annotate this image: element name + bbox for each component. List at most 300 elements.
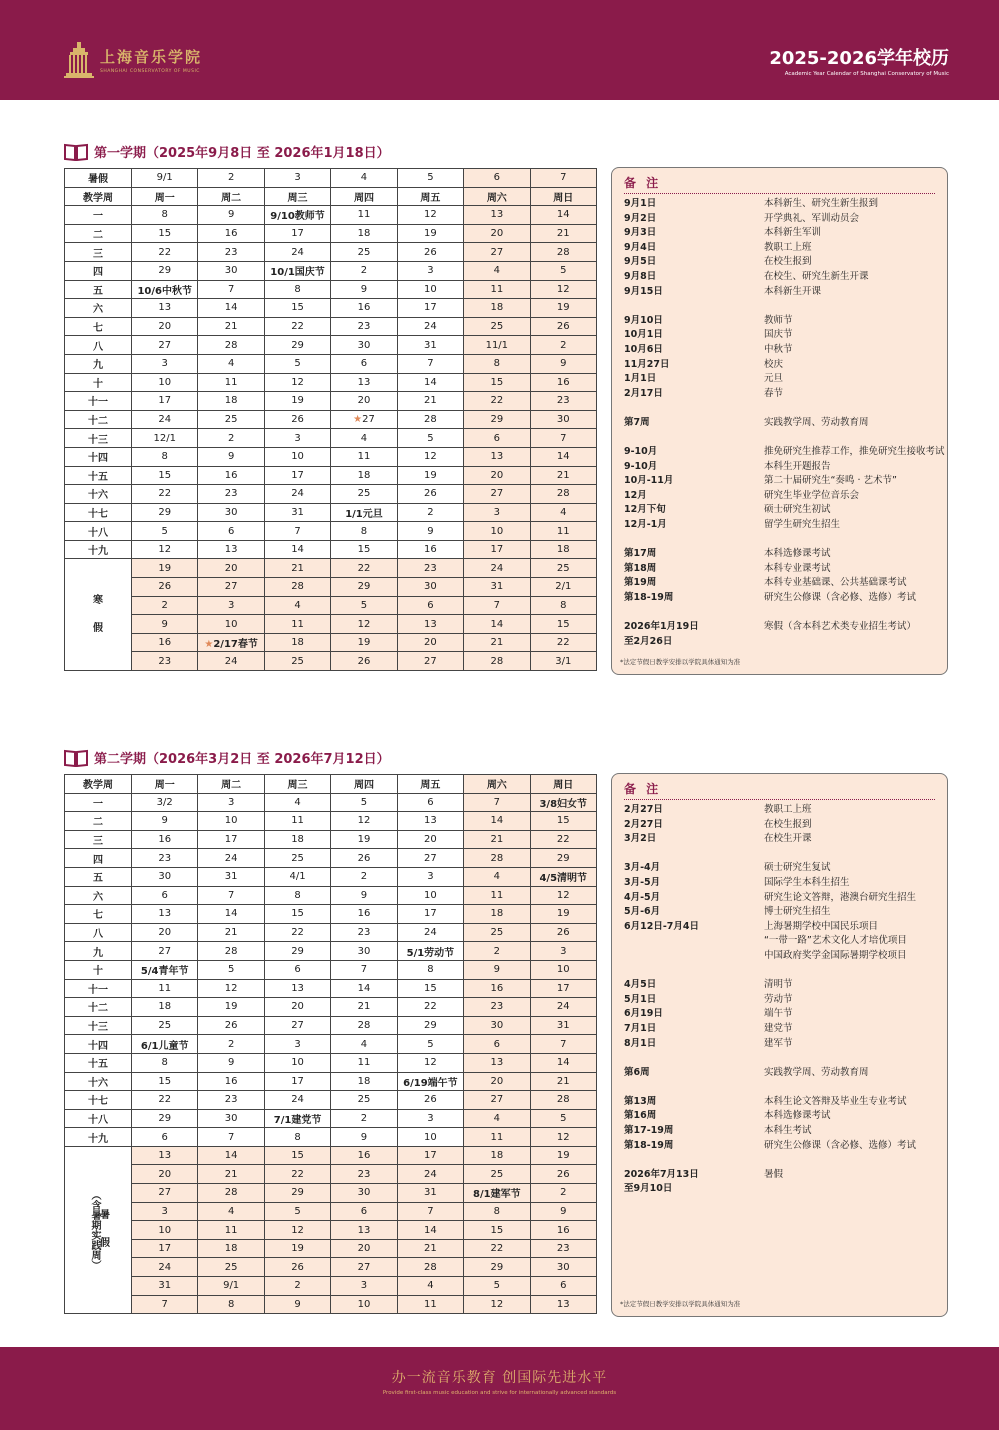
day-cell: 26	[397, 485, 463, 504]
note-text: 本科专业基础课、公共基础课考试	[764, 577, 907, 589]
day-cell: 11	[331, 447, 397, 466]
day-cell: 10	[198, 615, 264, 634]
week-number: 一	[65, 206, 132, 225]
day-cell: 2	[397, 503, 463, 522]
week-row	[65, 1128, 597, 1147]
note-row	[624, 1022, 935, 1037]
logo-emblem-icon	[64, 40, 94, 80]
day-cell: 9	[397, 522, 463, 541]
day-cell: 2/1	[530, 578, 596, 597]
vacation-row	[65, 1258, 597, 1277]
day-cell: 21	[397, 392, 463, 411]
week-row	[65, 410, 597, 429]
day-cell: 8	[264, 886, 330, 905]
day-cell: 12	[331, 812, 397, 831]
day-cell: 19	[397, 466, 463, 485]
day-cell: 29	[264, 1184, 330, 1203]
summer-row	[65, 169, 597, 188]
day-cell: 19	[397, 224, 463, 243]
column-header: 周六	[464, 775, 530, 794]
note-date: 9月10日	[624, 314, 663, 326]
note-text: 国际学生本科生招生	[764, 876, 850, 888]
week-number: 七	[65, 317, 132, 336]
week-number: 十六	[65, 485, 132, 504]
vacation-note: （含暑期实践周）	[89, 1190, 100, 1271]
day-cell: 13	[132, 299, 198, 318]
note-row	[624, 401, 935, 416]
day-cell: 13	[331, 1221, 397, 1240]
vacation-row	[65, 1184, 597, 1203]
day-cell: 19	[530, 1146, 596, 1165]
day-cell: 3	[132, 354, 198, 373]
day-cell: 5	[264, 354, 330, 373]
day-cell: 4	[464, 867, 530, 886]
day-cell: 3	[264, 169, 330, 188]
day-cell: 10	[397, 280, 463, 299]
week-row	[65, 886, 597, 905]
note-row	[624, 905, 935, 920]
day-cell: 2	[530, 336, 596, 355]
day-cell: 6/19端午节	[397, 1072, 463, 1091]
day-cell: 8	[198, 1295, 264, 1314]
day-cell: 25	[132, 1016, 198, 1035]
day-cell: 9/1	[198, 1277, 264, 1296]
note-row	[624, 372, 935, 387]
day-cell: 30	[198, 261, 264, 280]
day-cell: 10/1国庆节	[264, 261, 330, 280]
week-row	[65, 1091, 597, 1110]
day-cell: 17	[464, 540, 530, 559]
day-cell: 15	[264, 1146, 330, 1165]
day-cell: 10	[198, 812, 264, 831]
day-cell: 19	[264, 1239, 330, 1258]
page-subtitle: Academic Year Calendar of Shanghai Conservatory of Music	[784, 71, 949, 77]
day-cell: 6	[464, 1035, 530, 1054]
day-cell: 4	[198, 1202, 264, 1221]
day-cell: 27	[132, 1184, 198, 1203]
day-cell: 5	[397, 429, 463, 448]
note-date: 4月5日	[624, 979, 657, 991]
day-cell: 24	[264, 485, 330, 504]
notes-footnote: *法定节假日教学安排以学院具体通知为准	[620, 658, 741, 666]
day-cell: 5	[198, 960, 264, 979]
day-cell: 12	[331, 615, 397, 634]
day-cell: 29	[464, 1258, 530, 1277]
note-row	[624, 547, 935, 562]
note-row	[624, 489, 935, 504]
day-cell: 15	[264, 299, 330, 318]
day-cell: 27	[264, 1016, 330, 1035]
day-cell: 28	[331, 1016, 397, 1035]
week-number: 十九	[65, 1128, 132, 1147]
day-cell: 21	[464, 830, 530, 849]
note-date: 12月下旬	[624, 504, 666, 516]
day-cell: 3	[198, 596, 264, 615]
note-text: 中国政府奖学金国际暑期学校项目	[764, 949, 907, 961]
day-cell: 10	[397, 886, 463, 905]
column-header: 教学周	[65, 775, 132, 794]
note-text: 本科选修课考试	[764, 548, 831, 560]
day-cell: 4	[331, 1035, 397, 1054]
week-row	[65, 261, 597, 280]
day-cell: 16	[331, 905, 397, 924]
week-number: 四	[65, 261, 132, 280]
note-date: 第19周	[624, 577, 657, 589]
vacation-row	[65, 1239, 597, 1258]
note-row	[624, 255, 935, 270]
week-number: 八	[65, 923, 132, 942]
week-number: 十四	[65, 1035, 132, 1054]
day-cell: 9/1	[132, 169, 198, 188]
day-cell: 8	[132, 206, 198, 225]
day-cell: 22	[530, 633, 596, 652]
note-date: 2026年1月19日	[624, 621, 699, 633]
day-cell: 24	[397, 923, 463, 942]
day-cell: 9	[132, 812, 198, 831]
day-cell: 26	[198, 1016, 264, 1035]
day-cell: 7	[264, 522, 330, 541]
day-cell: 21	[530, 466, 596, 485]
note-row	[624, 241, 935, 256]
day-cell: 5	[464, 1277, 530, 1296]
day-cell: 12/1	[132, 429, 198, 448]
week-row	[65, 1053, 597, 1072]
note-row	[624, 876, 935, 891]
day-cell: 27	[464, 1091, 530, 1110]
day-cell: 6	[464, 169, 530, 188]
day-cell: 2	[331, 867, 397, 886]
note-text: 清明节	[764, 979, 793, 991]
day-cell: 28	[198, 336, 264, 355]
note-row	[624, 978, 935, 993]
day-cell: 13	[198, 540, 264, 559]
note-row	[624, 964, 935, 979]
day-cell: 27	[132, 942, 198, 961]
day-cell: 31	[198, 867, 264, 886]
note-text: “一带一路”艺术文化人才培优项目	[764, 935, 907, 947]
vacation-row	[65, 578, 597, 597]
note-date: 第18-19周	[624, 1139, 674, 1151]
day-cell: 12	[397, 447, 463, 466]
day-cell: 30	[331, 336, 397, 355]
day-cell: 4	[530, 503, 596, 522]
day-cell: 17	[530, 979, 596, 998]
note-row	[624, 847, 935, 862]
note-date: 第18-19周	[624, 592, 674, 604]
note-date: 9-10月	[624, 460, 658, 472]
day-cell: 31	[530, 1016, 596, 1035]
term2-calendar	[64, 774, 597, 1314]
day-cell: 6/1儿童节	[132, 1035, 198, 1054]
note-row	[624, 197, 935, 212]
header-row	[65, 775, 597, 794]
day-cell: 16	[198, 466, 264, 485]
day-cell: 2	[464, 942, 530, 961]
day-cell: 16	[132, 830, 198, 849]
week-number: 七	[65, 905, 132, 924]
note-text: 本科专业课考试	[764, 562, 831, 574]
note-row	[624, 993, 935, 1008]
vacation-row	[65, 633, 597, 652]
column-header: 周六	[464, 187, 530, 206]
term1-notes	[611, 167, 948, 675]
day-cell: 14	[331, 979, 397, 998]
day-cell: 10	[132, 1221, 198, 1240]
column-header: 周二	[198, 775, 264, 794]
day-cell: 25	[464, 923, 530, 942]
week-row	[65, 280, 597, 299]
day-cell: 12	[198, 979, 264, 998]
note-row	[624, 635, 935, 650]
day-cell: 16	[530, 373, 596, 392]
note-date: 5月1日	[624, 993, 657, 1005]
vacation-name: 暑 假	[100, 1210, 110, 1250]
note-text: 在校生开课	[764, 833, 812, 845]
note-date: 至2月26日	[624, 635, 673, 647]
day-cell: 3	[264, 429, 330, 448]
day-cell: 21	[264, 559, 330, 578]
day-cell: 7	[530, 1035, 596, 1054]
note-text: 教职工上班	[764, 241, 812, 253]
note-date: 2月27日	[624, 818, 663, 830]
note-text: 研究生毕业学位音乐会	[764, 489, 860, 501]
column-header: 周日	[530, 187, 596, 206]
footer-slogan: 办一流音乐教育 创国际先进水平	[391, 1370, 608, 1386]
day-cell: 21	[397, 1239, 463, 1258]
day-cell: 20	[464, 466, 530, 485]
day-cell: 24	[264, 1091, 330, 1110]
day-cell: 28	[464, 849, 530, 868]
note-date: 2月17日	[624, 387, 663, 399]
note-row	[624, 1124, 935, 1139]
day-cell: 3	[464, 503, 530, 522]
note-date: 第17-19周	[624, 1125, 674, 1137]
day-cell: 30	[530, 1258, 596, 1277]
week-number: 十五	[65, 466, 132, 485]
day-cell: 18	[464, 905, 530, 924]
day-cell: 15	[530, 812, 596, 831]
note-date: 第7周	[624, 416, 650, 428]
vacation-label	[65, 1146, 132, 1313]
note-row	[624, 1095, 935, 1110]
week-row	[65, 503, 597, 522]
note-row	[624, 518, 935, 533]
day-cell: ★27	[331, 410, 397, 429]
term2-notes	[611, 773, 948, 1317]
note-text: 研究生公修课（含必修、选修）考试	[764, 1139, 917, 1151]
day-cell: 31	[264, 503, 330, 522]
column-header: 周三	[264, 775, 330, 794]
day-cell: 6	[331, 1202, 397, 1221]
note-row	[624, 1168, 935, 1183]
day-cell: 13	[464, 1053, 530, 1072]
week-row	[65, 1035, 597, 1054]
day-cell: 6	[331, 354, 397, 373]
day-cell: 5	[397, 1035, 463, 1054]
day-cell: 5	[331, 793, 397, 812]
day-cell: 25	[530, 559, 596, 578]
note-date: 10月6日	[624, 343, 663, 355]
day-cell: 14	[397, 373, 463, 392]
row-label: 暑假	[65, 169, 132, 188]
note-row	[624, 358, 935, 373]
day-cell: 7	[198, 886, 264, 905]
day-cell: 4	[464, 261, 530, 280]
day-cell: 30	[397, 578, 463, 597]
note-text: 研究生公修课（含必修、选修）考试	[764, 592, 917, 604]
day-cell: 2	[331, 261, 397, 280]
week-row	[65, 354, 597, 373]
day-cell: 10	[397, 1128, 463, 1147]
note-date: 2026年7月13日	[624, 1168, 699, 1180]
day-cell: 4	[264, 596, 330, 615]
day-cell: 30	[331, 1184, 397, 1203]
note-text: 推免研究生推荐工作，推免研究生接收考试	[764, 446, 945, 458]
day-cell: 8	[464, 1202, 530, 1221]
day-cell: 21	[198, 317, 264, 336]
day-cell: 5	[331, 596, 397, 615]
day-cell: 27	[397, 849, 463, 868]
week-row	[65, 905, 597, 924]
day-cell: 26	[397, 1091, 463, 1110]
day-cell: 30	[198, 503, 264, 522]
week-number: 十二	[65, 410, 132, 429]
day-cell: 30	[464, 1016, 530, 1035]
day-cell: 15	[397, 979, 463, 998]
note-date: 10月-11月	[624, 475, 674, 487]
day-cell: 10	[132, 373, 198, 392]
week-number: 十一	[65, 979, 132, 998]
day-cell: 11	[198, 1221, 264, 1240]
day-cell: 29	[132, 503, 198, 522]
vacation-label	[65, 559, 132, 671]
note-row	[624, 803, 935, 818]
note-date: 第16周	[624, 1110, 657, 1122]
note-text: 本科新生、研究生新生报到	[764, 198, 879, 209]
week-row	[65, 1072, 597, 1091]
week-number: 十七	[65, 503, 132, 522]
day-cell: 9	[198, 1053, 264, 1072]
note-text: 建军节	[764, 1037, 793, 1049]
day-cell: 9	[331, 886, 397, 905]
day-cell: 15	[264, 905, 330, 924]
day-cell: 27	[198, 578, 264, 597]
day-cell: 17	[264, 224, 330, 243]
note-row	[624, 387, 935, 402]
day-cell: 10	[331, 1295, 397, 1314]
header-bar	[0, 0, 999, 100]
note-date: 6月12日-7月4日	[624, 920, 699, 932]
day-cell: 16	[464, 979, 530, 998]
day-cell: 24	[397, 1165, 463, 1184]
star-icon: ★	[204, 639, 214, 651]
day-cell: 20	[132, 923, 198, 942]
day-cell: 17	[198, 830, 264, 849]
note-date: 3月-4月	[624, 862, 661, 874]
logo-name: 上海音乐学院	[100, 48, 203, 66]
column-header: 周三	[264, 187, 330, 206]
note-row	[624, 1109, 935, 1124]
day-cell: 21	[198, 923, 264, 942]
term1-calendar	[64, 168, 597, 671]
day-cell: 6	[198, 522, 264, 541]
note-date: 9月8日	[624, 270, 657, 282]
day-cell: 7	[132, 1295, 198, 1314]
note-text: 留学生研究生招生	[764, 519, 841, 531]
day-cell: 11	[132, 979, 198, 998]
note-row	[624, 818, 935, 833]
day-cell: 4	[464, 1109, 530, 1128]
week-number: 五	[65, 867, 132, 886]
week-row	[65, 466, 597, 485]
day-cell: 18	[264, 633, 330, 652]
day-cell: 26	[397, 243, 463, 262]
day-cell: 23	[530, 1239, 596, 1258]
day-cell: 9	[331, 1128, 397, 1147]
week-number: 十	[65, 373, 132, 392]
day-cell: 20	[198, 559, 264, 578]
note-text: 教职工上班	[764, 804, 812, 815]
day-cell: 6	[464, 429, 530, 448]
day-cell: 28	[198, 1184, 264, 1203]
note-date: 11月27日	[624, 358, 670, 370]
day-cell: 8	[132, 1053, 198, 1072]
day-cell: 12	[530, 280, 596, 299]
day-cell: 21	[464, 633, 530, 652]
day-cell: 19	[132, 559, 198, 578]
week-number: 五	[65, 280, 132, 299]
term2-heading	[64, 748, 390, 767]
day-cell: 3	[132, 1202, 198, 1221]
week-row	[65, 849, 597, 868]
day-cell: 6	[397, 793, 463, 812]
day-cell: 9	[464, 960, 530, 979]
note-text: 上海暑期学校中国民乐项目	[764, 920, 879, 932]
day-cell: 28	[397, 1258, 463, 1277]
note-row	[624, 212, 935, 227]
week-row	[65, 392, 597, 411]
week-number: 十八	[65, 1109, 132, 1128]
day-cell: 20	[132, 1165, 198, 1184]
day-cell: 16	[198, 1072, 264, 1091]
day-cell: 8	[530, 596, 596, 615]
column-header: 周二	[198, 187, 264, 206]
note-date: 第18周	[624, 562, 657, 574]
star-icon: ★	[353, 414, 363, 426]
day-cell: 16	[331, 299, 397, 318]
note-row	[624, 431, 935, 446]
note-text: 实践教学周、劳动教育周	[764, 416, 869, 428]
day-cell: 26	[331, 652, 397, 671]
day-cell: ★2/17春节	[198, 633, 264, 652]
logo-name-en: SHANGHAI CONSERVATORY OF MUSIC	[100, 69, 200, 74]
week-row	[65, 522, 597, 541]
day-cell: 11	[464, 280, 530, 299]
note-date: 第17周	[624, 548, 657, 560]
week-number: 八	[65, 336, 132, 355]
day-cell: 29	[530, 849, 596, 868]
week-row	[65, 1016, 597, 1035]
note-text: 第二十届研究生“奏鸣 · 艺术节”	[764, 475, 897, 487]
day-cell: 23	[331, 923, 397, 942]
note-row	[624, 1037, 935, 1052]
notes-title: 备 注	[624, 780, 935, 800]
day-cell: 3	[530, 942, 596, 961]
note-row	[624, 832, 935, 847]
day-cell: 27	[397, 652, 463, 671]
day-cell: 6	[530, 1277, 596, 1296]
note-text: 元旦	[764, 373, 784, 385]
